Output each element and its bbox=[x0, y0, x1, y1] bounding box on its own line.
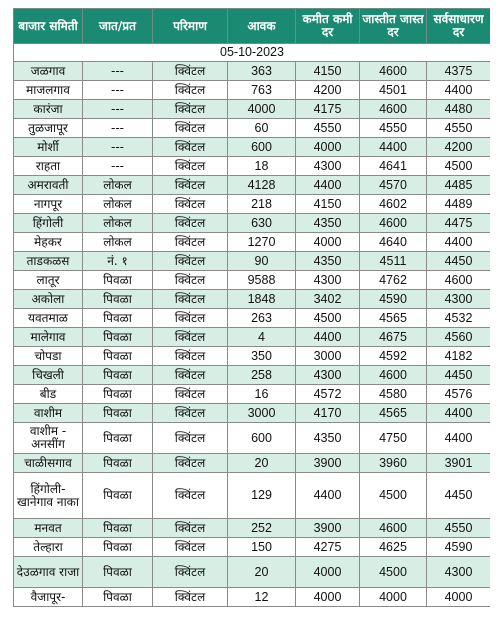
variety-cell: पिवळा bbox=[83, 519, 153, 538]
unit-cell: क्विंटल bbox=[153, 519, 228, 538]
table-row bbox=[14, 252, 491, 271]
unit-cell: क्विंटल bbox=[153, 538, 228, 557]
max-rate-cell: 4565 bbox=[360, 309, 427, 328]
max-rate-cell: 4600 bbox=[360, 100, 427, 119]
unit-cell: क्विंटल bbox=[153, 233, 228, 252]
min-rate-cell: 4300 bbox=[296, 366, 360, 385]
arrival-cell: 600 bbox=[228, 138, 296, 157]
modal-rate-cell: 4400 bbox=[427, 81, 491, 100]
max-rate-cell: 4762 bbox=[360, 271, 427, 290]
modal-rate-cell: 4485 bbox=[427, 176, 491, 195]
min-rate-cell: 4275 bbox=[296, 538, 360, 557]
min-rate-cell: 4170 bbox=[296, 404, 360, 423]
unit-cell: क्विंटल bbox=[153, 404, 228, 423]
max-rate-cell: 4600 bbox=[360, 366, 427, 385]
min-rate-cell: 4000 bbox=[296, 588, 360, 607]
min-rate-cell: 4350 bbox=[296, 252, 360, 271]
arrival-cell: 129 bbox=[228, 473, 296, 519]
table-row bbox=[14, 385, 491, 404]
min-rate-cell: 4000 bbox=[296, 557, 360, 588]
min-rate-cell: 4200 bbox=[296, 81, 360, 100]
max-rate-cell: 4600 bbox=[360, 214, 427, 233]
rates-table-container bbox=[13, 8, 490, 617]
arrival-cell: 363 bbox=[228, 62, 296, 81]
header-market: बाजार समिती bbox=[14, 9, 83, 44]
market-cell: राहता bbox=[14, 157, 83, 176]
arrival-cell: 218 bbox=[228, 195, 296, 214]
variety-cell: नं. १ bbox=[83, 252, 153, 271]
variety-cell: पिवळा bbox=[83, 366, 153, 385]
table-row bbox=[14, 347, 491, 366]
unit-cell: क्विंटल bbox=[153, 347, 228, 366]
variety-cell: --- bbox=[83, 62, 153, 81]
market-cell: कारंजा bbox=[14, 100, 83, 119]
arrival-cell: 150 bbox=[228, 538, 296, 557]
variety-cell: पिवळा bbox=[83, 557, 153, 588]
modal-rate-cell: 4475 bbox=[427, 214, 491, 233]
arrival-cell: 763 bbox=[228, 81, 296, 100]
table-row bbox=[14, 176, 491, 195]
market-cell: हिंगोली bbox=[14, 214, 83, 233]
min-rate-cell: 4500 bbox=[296, 309, 360, 328]
min-rate-cell: 4000 bbox=[296, 233, 360, 252]
modal-rate-cell: 4550 bbox=[427, 519, 491, 538]
modal-rate-cell: 4450 bbox=[427, 252, 491, 271]
variety-cell: पिवळा bbox=[83, 588, 153, 607]
date-label: 05-10-2023 bbox=[14, 44, 491, 62]
min-rate-cell: 4175 bbox=[296, 100, 360, 119]
market-cell: यवतमाळ bbox=[14, 309, 83, 328]
max-rate-cell: 3960 bbox=[360, 454, 427, 473]
max-rate-cell: 4570 bbox=[360, 176, 427, 195]
variety-cell: --- bbox=[83, 119, 153, 138]
unit-cell: क्विंटल bbox=[153, 195, 228, 214]
table-row bbox=[14, 557, 491, 588]
unit-cell: क्विंटल bbox=[153, 138, 228, 157]
table-row bbox=[14, 233, 491, 252]
variety-cell: --- bbox=[83, 138, 153, 157]
table-row bbox=[14, 195, 491, 214]
market-cell: मोर्शी bbox=[14, 138, 83, 157]
arrival-cell: 1270 bbox=[228, 233, 296, 252]
variety-cell: लोकल bbox=[83, 176, 153, 195]
arrival-cell: 4 bbox=[228, 328, 296, 347]
max-rate-cell: 4400 bbox=[360, 138, 427, 157]
unit-cell: क्विंटल bbox=[153, 252, 228, 271]
arrival-cell: 20 bbox=[228, 557, 296, 588]
min-rate-cell: 4400 bbox=[296, 473, 360, 519]
market-cell: वाशीम - अनसींग bbox=[14, 423, 83, 454]
unit-cell: क्विंटल bbox=[153, 157, 228, 176]
header-arrival: आवक bbox=[228, 9, 296, 44]
table-row bbox=[14, 271, 491, 290]
table-row bbox=[14, 157, 491, 176]
table-row bbox=[14, 473, 491, 519]
modal-rate-cell: 4500 bbox=[427, 157, 491, 176]
min-rate-cell: 3402 bbox=[296, 290, 360, 309]
variety-cell: पिवळा bbox=[83, 347, 153, 366]
unit-cell: क्विंटल bbox=[153, 385, 228, 404]
arrival-cell: 9588 bbox=[228, 271, 296, 290]
unit-cell: क्विंटल bbox=[153, 214, 228, 233]
min-rate-cell: 3900 bbox=[296, 519, 360, 538]
arrival-cell: 263 bbox=[228, 309, 296, 328]
max-rate-cell: 4580 bbox=[360, 385, 427, 404]
table-row bbox=[14, 519, 491, 538]
max-rate-cell: 4675 bbox=[360, 328, 427, 347]
arrival-cell: 3000 bbox=[228, 404, 296, 423]
unit-cell: क्विंटल bbox=[153, 100, 228, 119]
max-rate-cell: 4590 bbox=[360, 290, 427, 309]
max-rate-cell: 4000 bbox=[360, 588, 427, 607]
table-row bbox=[14, 309, 491, 328]
min-rate-cell: 3900 bbox=[296, 454, 360, 473]
modal-rate-cell: 4000 bbox=[427, 588, 491, 607]
unit-cell: क्विंटल bbox=[153, 62, 228, 81]
table-row bbox=[14, 328, 491, 347]
variety-cell: पिवळा bbox=[83, 328, 153, 347]
max-rate-cell: 4641 bbox=[360, 157, 427, 176]
market-cell: जळगाव bbox=[14, 62, 83, 81]
market-cell: नागपूर bbox=[14, 195, 83, 214]
arrival-cell: 600 bbox=[228, 423, 296, 454]
variety-cell: पिवळा bbox=[83, 454, 153, 473]
table-row bbox=[14, 119, 491, 138]
table-row bbox=[14, 538, 491, 557]
unit-cell: क्विंटल bbox=[153, 176, 228, 195]
max-rate-cell: 4600 bbox=[360, 62, 427, 81]
max-rate-cell: 4750 bbox=[360, 423, 427, 454]
modal-rate-cell: 4300 bbox=[427, 290, 491, 309]
table-row bbox=[14, 588, 491, 607]
market-cell: तेल्हारा bbox=[14, 538, 83, 557]
market-cell: चोपडा bbox=[14, 347, 83, 366]
market-cell: मालेगाव bbox=[14, 328, 83, 347]
arrival-cell: 252 bbox=[228, 519, 296, 538]
market-cell: मेहकर bbox=[14, 233, 83, 252]
header-row bbox=[14, 9, 491, 44]
arrival-cell: 16 bbox=[228, 385, 296, 404]
min-rate-cell: 4300 bbox=[296, 157, 360, 176]
market-cell: तुळजापूर bbox=[14, 119, 83, 138]
unit-cell: क्विंटल bbox=[153, 290, 228, 309]
table-row bbox=[14, 454, 491, 473]
modal-rate-cell: 4450 bbox=[427, 473, 491, 519]
max-rate-cell: 4500 bbox=[360, 557, 427, 588]
table-row bbox=[14, 214, 491, 233]
arrival-cell: 18 bbox=[228, 157, 296, 176]
modal-rate-cell: 4200 bbox=[427, 138, 491, 157]
variety-cell: पिवळा bbox=[83, 309, 153, 328]
unit-cell: क्विंटल bbox=[153, 309, 228, 328]
max-rate-cell: 4550 bbox=[360, 119, 427, 138]
unit-cell: क्विंटल bbox=[153, 81, 228, 100]
modal-rate-cell: 4375 bbox=[427, 62, 491, 81]
modal-rate-cell: 4560 bbox=[427, 328, 491, 347]
min-rate-cell: 4000 bbox=[296, 138, 360, 157]
arrival-cell: 90 bbox=[228, 252, 296, 271]
max-rate-cell: 4511 bbox=[360, 252, 427, 271]
table-row bbox=[14, 100, 491, 119]
table-row bbox=[14, 81, 491, 100]
market-cell: चिखली bbox=[14, 366, 83, 385]
unit-cell: क्विंटल bbox=[153, 588, 228, 607]
min-rate-cell: 3000 bbox=[296, 347, 360, 366]
variety-cell: पिवळा bbox=[83, 290, 153, 309]
variety-cell: पिवळा bbox=[83, 423, 153, 454]
min-rate-cell: 4350 bbox=[296, 214, 360, 233]
table-row bbox=[14, 138, 491, 157]
min-rate-cell: 4150 bbox=[296, 62, 360, 81]
modal-rate-cell: 4182 bbox=[427, 347, 491, 366]
arrival-cell: 4128 bbox=[228, 176, 296, 195]
date-row bbox=[14, 44, 491, 62]
modal-rate-cell: 4590 bbox=[427, 538, 491, 557]
header-min-rate: कमीत कमी दर bbox=[296, 9, 360, 44]
market-cell: माजलगाव bbox=[14, 81, 83, 100]
arrival-cell: 20 bbox=[228, 454, 296, 473]
table-row bbox=[14, 404, 491, 423]
variety-cell: पिवळा bbox=[83, 473, 153, 519]
market-cell: बीड bbox=[14, 385, 83, 404]
arrival-cell: 60 bbox=[228, 119, 296, 138]
min-rate-cell: 4400 bbox=[296, 328, 360, 347]
header-variety: जात/प्रत bbox=[83, 9, 153, 44]
min-rate-cell: 4550 bbox=[296, 119, 360, 138]
arrival-cell: 350 bbox=[228, 347, 296, 366]
modal-rate-cell: 4600 bbox=[427, 271, 491, 290]
market-rates-table bbox=[13, 8, 490, 607]
header-max-rate: जास्तीत जास्त दर bbox=[360, 9, 427, 44]
table-row bbox=[14, 366, 491, 385]
variety-cell: --- bbox=[83, 100, 153, 119]
min-rate-cell: 4150 bbox=[296, 195, 360, 214]
modal-rate-cell: 4450 bbox=[427, 366, 491, 385]
modal-rate-cell: 4400 bbox=[427, 404, 491, 423]
table-row bbox=[14, 62, 491, 81]
max-rate-cell: 4592 bbox=[360, 347, 427, 366]
modal-rate-cell: 4300 bbox=[427, 557, 491, 588]
unit-cell: क्विंटल bbox=[153, 366, 228, 385]
variety-cell: लोकल bbox=[83, 233, 153, 252]
max-rate-cell: 4640 bbox=[360, 233, 427, 252]
market-cell: अकोला bbox=[14, 290, 83, 309]
arrival-cell: 4000 bbox=[228, 100, 296, 119]
variety-cell: पिवळा bbox=[83, 404, 153, 423]
max-rate-cell: 4500 bbox=[360, 473, 427, 519]
unit-cell: क्विंटल bbox=[153, 328, 228, 347]
max-rate-cell: 4602 bbox=[360, 195, 427, 214]
max-rate-cell: 4501 bbox=[360, 81, 427, 100]
max-rate-cell: 4625 bbox=[360, 538, 427, 557]
modal-rate-cell: 4550 bbox=[427, 119, 491, 138]
market-cell: वाशीम bbox=[14, 404, 83, 423]
market-cell: लातूर bbox=[14, 271, 83, 290]
variety-cell: पिवळा bbox=[83, 271, 153, 290]
header-modal-rate: सर्वसाधारण दर bbox=[427, 9, 491, 44]
min-rate-cell: 4350 bbox=[296, 423, 360, 454]
unit-cell: क्विंटल bbox=[153, 454, 228, 473]
min-rate-cell: 4400 bbox=[296, 176, 360, 195]
min-rate-cell: 4300 bbox=[296, 271, 360, 290]
table-row bbox=[14, 423, 491, 454]
variety-cell: लोकल bbox=[83, 195, 153, 214]
modal-rate-cell: 4532 bbox=[427, 309, 491, 328]
unit-cell: क्विंटल bbox=[153, 119, 228, 138]
market-cell: वैजापूर- bbox=[14, 588, 83, 607]
unit-cell: क्विंटल bbox=[153, 271, 228, 290]
modal-rate-cell: 4489 bbox=[427, 195, 491, 214]
market-cell: ताडकळस bbox=[14, 252, 83, 271]
arrival-cell: 258 bbox=[228, 366, 296, 385]
market-cell: देउळगाव राजा bbox=[14, 557, 83, 588]
table-row bbox=[14, 290, 491, 309]
modal-rate-cell: 4400 bbox=[427, 233, 491, 252]
unit-cell: क्विंटल bbox=[153, 423, 228, 454]
variety-cell: --- bbox=[83, 157, 153, 176]
modal-rate-cell: 4480 bbox=[427, 100, 491, 119]
modal-rate-cell: 3901 bbox=[427, 454, 491, 473]
market-cell: चाळीसगाव bbox=[14, 454, 83, 473]
max-rate-cell: 4565 bbox=[360, 404, 427, 423]
market-cell: हिंगोली- खानेगाव नाका bbox=[14, 473, 83, 519]
modal-rate-cell: 4576 bbox=[427, 385, 491, 404]
market-cell: अमरावती bbox=[14, 176, 83, 195]
variety-cell: लोकल bbox=[83, 214, 153, 233]
variety-cell: --- bbox=[83, 81, 153, 100]
arrival-cell: 12 bbox=[228, 588, 296, 607]
variety-cell: पिवळा bbox=[83, 538, 153, 557]
modal-rate-cell: 4400 bbox=[427, 423, 491, 454]
max-rate-cell: 4600 bbox=[360, 519, 427, 538]
header-unit: परिमाण bbox=[153, 9, 228, 44]
variety-cell: पिवळा bbox=[83, 385, 153, 404]
arrival-cell: 630 bbox=[228, 214, 296, 233]
min-rate-cell: 4572 bbox=[296, 385, 360, 404]
unit-cell: क्विंटल bbox=[153, 473, 228, 519]
unit-cell: क्विंटल bbox=[153, 557, 228, 588]
arrival-cell: 1848 bbox=[228, 290, 296, 309]
market-cell: मनवत bbox=[14, 519, 83, 538]
